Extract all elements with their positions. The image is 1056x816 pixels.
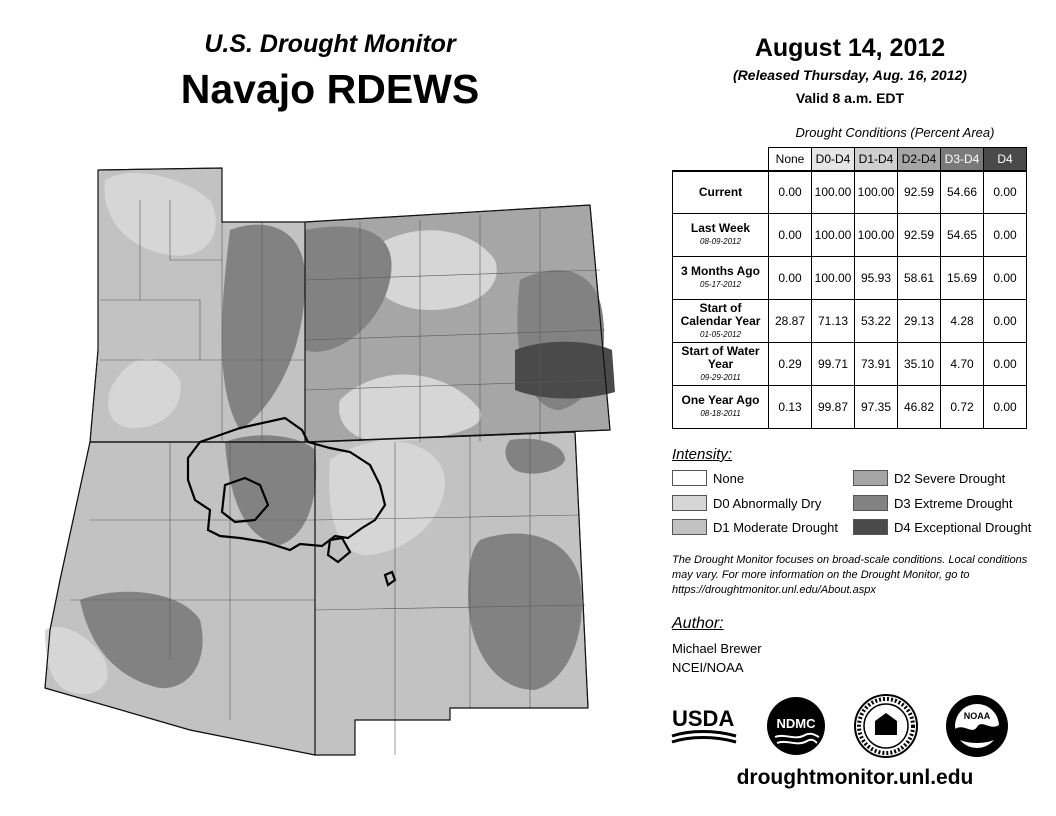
legend-d1 [672, 519, 838, 535]
conditions-header-row [673, 148, 1027, 171]
cell: 0.00 [769, 171, 812, 214]
row-calendar-year [673, 300, 1027, 343]
cell: 53.22 [855, 300, 898, 343]
legend-label: D2 Severe Drought [894, 470, 1006, 486]
legend-d2 [853, 470, 1005, 486]
cell: 58.61 [898, 257, 941, 300]
cell: 28.87 [769, 300, 812, 343]
noaa-logo-text: NOAA [963, 711, 991, 721]
cell: 54.65 [941, 214, 984, 257]
row-label-text: One Year Ago [681, 393, 760, 407]
cell: 100.00 [855, 171, 898, 214]
ndmc-logo [765, 695, 827, 757]
cell: 0.00 [769, 214, 812, 257]
valid-time: Valid 8 a.m. EDT [795, 90, 905, 106]
legend-swatch [672, 470, 707, 486]
legend-label: D3 Extreme Drought [894, 495, 1013, 511]
row-label-text: Current [698, 184, 743, 199]
row-date: 08-09-2012 [700, 237, 741, 246]
cell: 100.00 [855, 214, 898, 257]
row-current [673, 171, 1027, 214]
cell: 0.00 [984, 171, 1027, 214]
map-title: Navajo RDEWS [180, 66, 480, 112]
map-d4-area [515, 342, 615, 399]
cell: 29.13 [898, 300, 941, 343]
noaa-logo [944, 693, 1010, 759]
cell: 46.82 [898, 386, 941, 429]
row-label [673, 257, 769, 300]
row-label [673, 214, 769, 257]
legend-d3 [853, 495, 1013, 511]
cell: 4.70 [941, 343, 984, 386]
col-d4: D4 [984, 148, 1027, 171]
legend-label: None [713, 470, 745, 486]
row-water-year [673, 343, 1027, 386]
conditions-title: Drought Conditions (Percent Area) [795, 125, 995, 140]
row-label-text: Start of Water Year [681, 343, 760, 371]
commerce-seal-logo [853, 693, 919, 759]
cell: 54.66 [941, 171, 984, 214]
legend-label: D4 Exceptional Drought [894, 519, 1032, 535]
cell: 71.13 [812, 300, 855, 343]
disclaimer-note: The Drought Monitor focuses on broad-scale conditions. Local conditions may vary. For more information on the Drought Monitor, go to https://droughtmonitor.unl.edu/About.aspx [672, 554, 1028, 596]
legend-swatch [672, 519, 707, 535]
row-label-text: 3 Months Ago [681, 264, 760, 278]
author-org: NCEI/NOAA [672, 660, 744, 675]
cell: 0.00 [984, 300, 1027, 343]
row-label-text: Last Week [690, 221, 751, 235]
col-none: None [769, 148, 812, 171]
cell: 0.00 [769, 257, 812, 300]
cell: 92.59 [898, 214, 941, 257]
row-date: 08-18-2011 [700, 409, 741, 418]
row-label [673, 343, 769, 386]
row-label [673, 300, 769, 343]
map-date: August 14, 2012 [754, 34, 946, 62]
release-date: (Released Thursday, Aug. 16, 2012) [733, 67, 967, 83]
author-heading: Author: [672, 615, 724, 632]
col-d3-d4: D3-D4 [941, 148, 984, 171]
legend-d4 [853, 519, 1031, 535]
cell: 0.72 [941, 386, 984, 429]
cell: 92.59 [898, 171, 941, 214]
cell: 0.00 [984, 257, 1027, 300]
row-label-text: Start of Calendar Year [680, 300, 761, 328]
row-last-week [673, 214, 1027, 257]
cell: 0.13 [769, 386, 812, 429]
cell: 0.00 [984, 343, 1027, 386]
cell: 99.87 [812, 386, 855, 429]
row-date: 09-29-2011 [700, 372, 741, 382]
usda-logo-text: USDA [672, 706, 735, 731]
cell: 35.10 [898, 343, 941, 386]
cell: 99.71 [812, 343, 855, 386]
website-url[interactable]: droughtmonitor.unl.edu [736, 766, 974, 789]
cell: 73.91 [855, 343, 898, 386]
row-date: 05-17-2012 [700, 280, 741, 289]
author-name: Michael Brewer [672, 641, 762, 656]
cell: 0.00 [984, 214, 1027, 257]
row-3-months [673, 257, 1027, 300]
row-date: 01-05-2012 [700, 329, 741, 339]
intensity-title: Intensity: [672, 446, 733, 463]
cell: 15.69 [941, 257, 984, 300]
legend-swatch [672, 495, 707, 511]
cell: 4.28 [941, 300, 984, 343]
cell: 100.00 [812, 171, 855, 214]
cell: 0.29 [769, 343, 812, 386]
conditions-table [672, 147, 1027, 429]
row-label [673, 386, 769, 429]
cell: 0.00 [984, 386, 1027, 429]
header-blank [673, 148, 769, 171]
col-d2-d4: D2-D4 [898, 148, 941, 171]
legend-swatch [853, 470, 888, 486]
col-d0-d4: D0-D4 [812, 148, 855, 171]
cell: 95.93 [855, 257, 898, 300]
legend-swatch [853, 495, 888, 511]
legend-swatch [853, 519, 888, 535]
cell: 100.00 [812, 214, 855, 257]
usda-logo [670, 700, 740, 750]
legend-label: D0 Abnormally Dry [713, 495, 822, 511]
map-subtitle: U.S. Drought Monitor [204, 30, 456, 58]
row-label [673, 171, 769, 214]
legend-label: D1 Moderate Drought [713, 519, 839, 535]
ndmc-logo-text: NDMC [776, 716, 816, 731]
drought-map [40, 160, 620, 760]
col-d1-d4: D1-D4 [855, 148, 898, 171]
legend-none [672, 470, 744, 486]
row-one-year [673, 386, 1027, 429]
legend-d0 [672, 495, 821, 511]
cell: 100.00 [812, 257, 855, 300]
cell: 97.35 [855, 386, 898, 429]
